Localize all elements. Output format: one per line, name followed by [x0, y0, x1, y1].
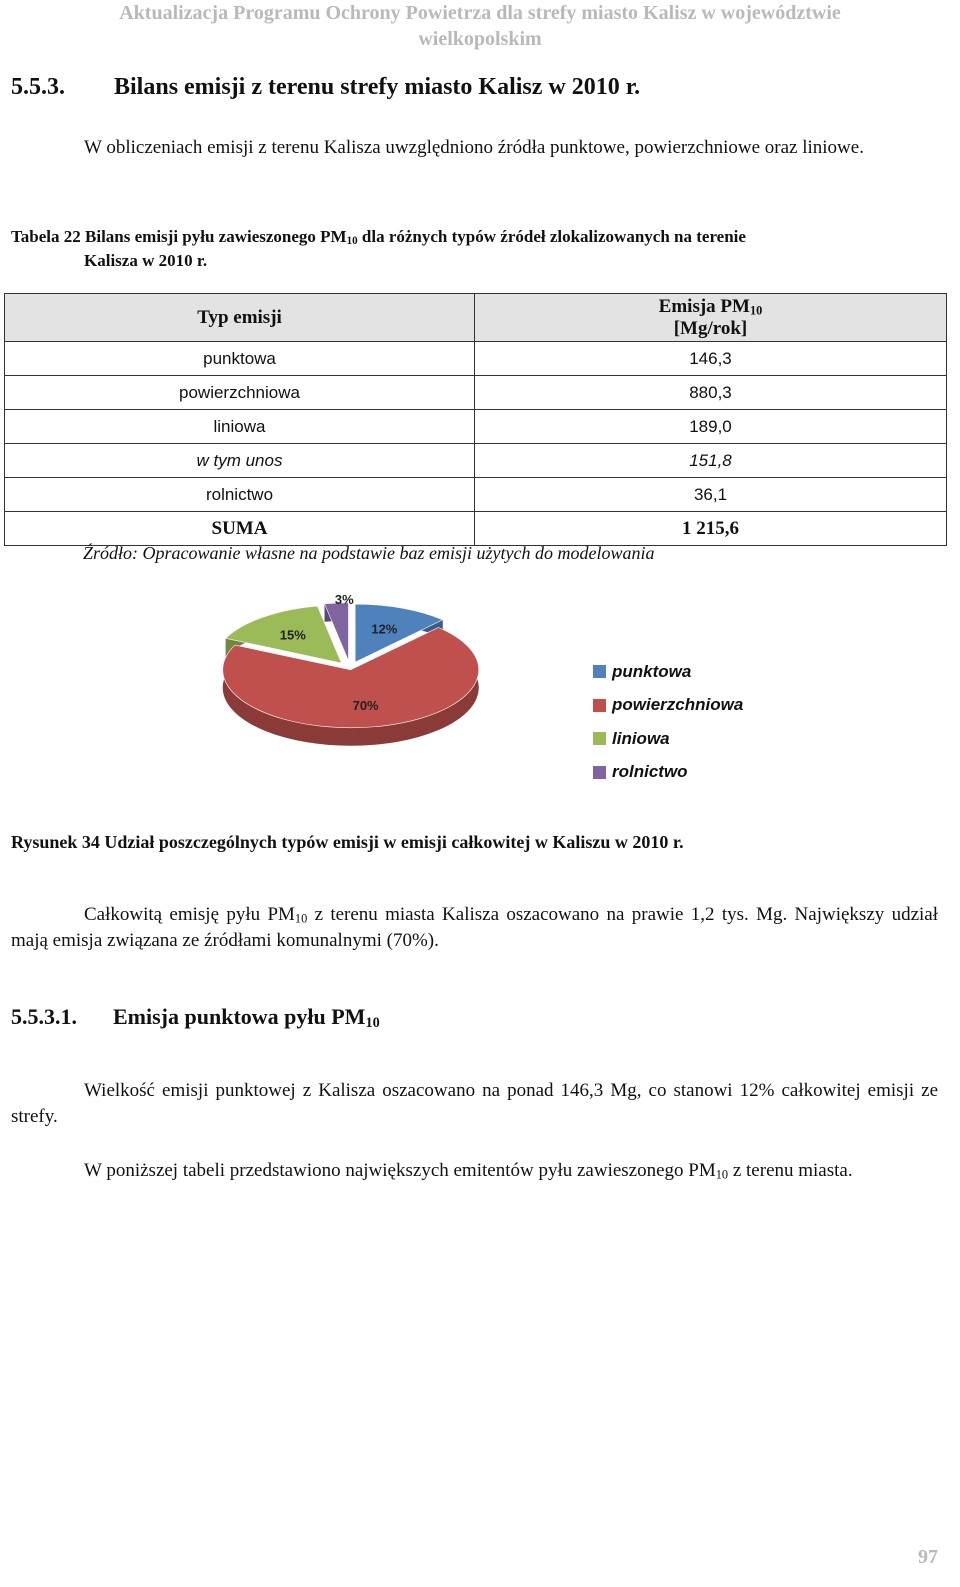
para1-text-b: z terenu miasta Kalisza oszacowano na prawie 1,2 tys. Mg. Największy udział mają emisja związana ze źródłami komunalnymi (70%).: [11, 904, 938, 951]
subsection-number: 5.5.3.1.: [11, 1004, 77, 1029]
table-caption-sub: 10: [346, 235, 358, 248]
pie-chart: [200, 590, 500, 805]
table-row: [5, 444, 947, 478]
section-title: Bilans emisji z terenu strefy miasto Kalisz w 2010 r.: [114, 74, 641, 100]
header-line-2: wielkopolskim: [418, 28, 542, 50]
subsection-heading: [11, 1004, 380, 1030]
header-emission-sub: 10: [749, 302, 763, 317]
table-row: [5, 376, 947, 410]
legend-swatch: [593, 732, 606, 745]
legend-item: [593, 655, 743, 689]
pie-label-liniowa: 15%: [279, 627, 306, 643]
intro-text: W obliczeniach emisji z terenu Kalisza uwzględniono źródła punktowe, powierzchniowe oraz liniowe.: [84, 137, 864, 158]
legend-item: [593, 722, 743, 756]
row-type: punktowa: [5, 342, 475, 376]
pie-label-rolnictwo: 3%: [334, 592, 354, 607]
row-value: 189,0: [475, 410, 947, 444]
legend-label: rolnictwo: [612, 762, 688, 782]
table-caption-prefix: Tabela 22 Bilans emisji pyłu zawieszonego PM: [11, 227, 347, 246]
table-sum-row: [5, 512, 947, 546]
table-row: [5, 410, 947, 444]
header-emission: [475, 294, 947, 342]
legend-swatch: [593, 699, 606, 712]
paragraph-emitters: [11, 1158, 938, 1184]
table-source-note: Źródło: Opracowanie własne na podstawie baz emisji użytych do modelowania: [83, 543, 655, 563]
legend-swatch: [593, 665, 606, 678]
header-line-1: Aktualizacja Programu Ochrony Powietrza dla strefy miasto Kalisz w województwie: [119, 2, 841, 24]
section-number: 5.5.3.: [11, 74, 65, 100]
header-emission-unit: [Mg/rok]: [673, 317, 748, 339]
pie-label-punktowa: 12%: [371, 621, 398, 637]
table-caption-cont: Kalisza w 2010 r.: [84, 251, 208, 270]
header-type: Typ emisji: [5, 294, 475, 342]
legend-swatch: [593, 766, 606, 779]
para3-text-b: z terenu miasta.: [728, 1160, 853, 1181]
figure-caption: Rysunek 34 Udział poszczególnych typów emisji w emisji całkowitej w Kaliszu w 2010 r.: [11, 832, 684, 852]
emission-table: [4, 293, 947, 546]
legend-label: liniowa: [612, 728, 670, 748]
pie-label-powierzchniowa: 70%: [352, 698, 379, 714]
table-caption-suffix: dla różnych typów źródeł zlokalizowanych na terenie: [357, 227, 746, 246]
para2-text: Wielkość emisji punktowej z Kalisza oszacowano na ponad 146,3 Mg, co stanowi 12% całkowitej emisji ze strefy.: [11, 1080, 938, 1127]
para1-sub: 10: [294, 911, 308, 926]
row-type: rolnictwo: [5, 478, 475, 512]
paragraph-point-emission: [11, 1078, 938, 1130]
subsection-title: Emisja punktowa pyłu PM: [113, 1004, 366, 1029]
legend-label: punktowa: [612, 661, 692, 681]
para1-text-a: Całkowitą emisję pyłu PM: [84, 904, 295, 925]
table-header-row: [5, 294, 947, 342]
subsection-sub: 10: [365, 1014, 380, 1031]
legend-label: powierzchniowa: [612, 695, 744, 715]
legend-item: [593, 756, 743, 790]
para3-sub: 10: [715, 1167, 729, 1182]
row-value: 880,3: [475, 376, 947, 410]
header-emission-line1: Emisja PM: [658, 295, 750, 317]
intro-paragraph: [11, 135, 938, 161]
running-header: [40, 0, 920, 52]
table-caption: [11, 225, 938, 273]
row-value: 146,3: [475, 342, 947, 376]
paragraph-total-emission: [11, 902, 938, 954]
row-type: w tym unos: [5, 444, 475, 478]
sum-label: SUMA: [5, 512, 475, 546]
sum-value: 1 215,6: [475, 512, 947, 546]
row-type: liniowa: [5, 410, 475, 444]
table-row: [5, 478, 947, 512]
row-value: 36,1: [475, 478, 947, 512]
page-number: 97: [918, 1546, 938, 1568]
section-heading: [11, 74, 640, 101]
chart-legend: [593, 655, 743, 789]
legend-item: [593, 689, 743, 723]
row-type: powierzchniowa: [5, 376, 475, 410]
para3-text-a: W poniższej tabeli przedstawiono największych emitentów pyłu zawieszonego PM: [84, 1160, 716, 1181]
table-row: [5, 342, 947, 376]
row-value: 151,8: [475, 444, 947, 478]
